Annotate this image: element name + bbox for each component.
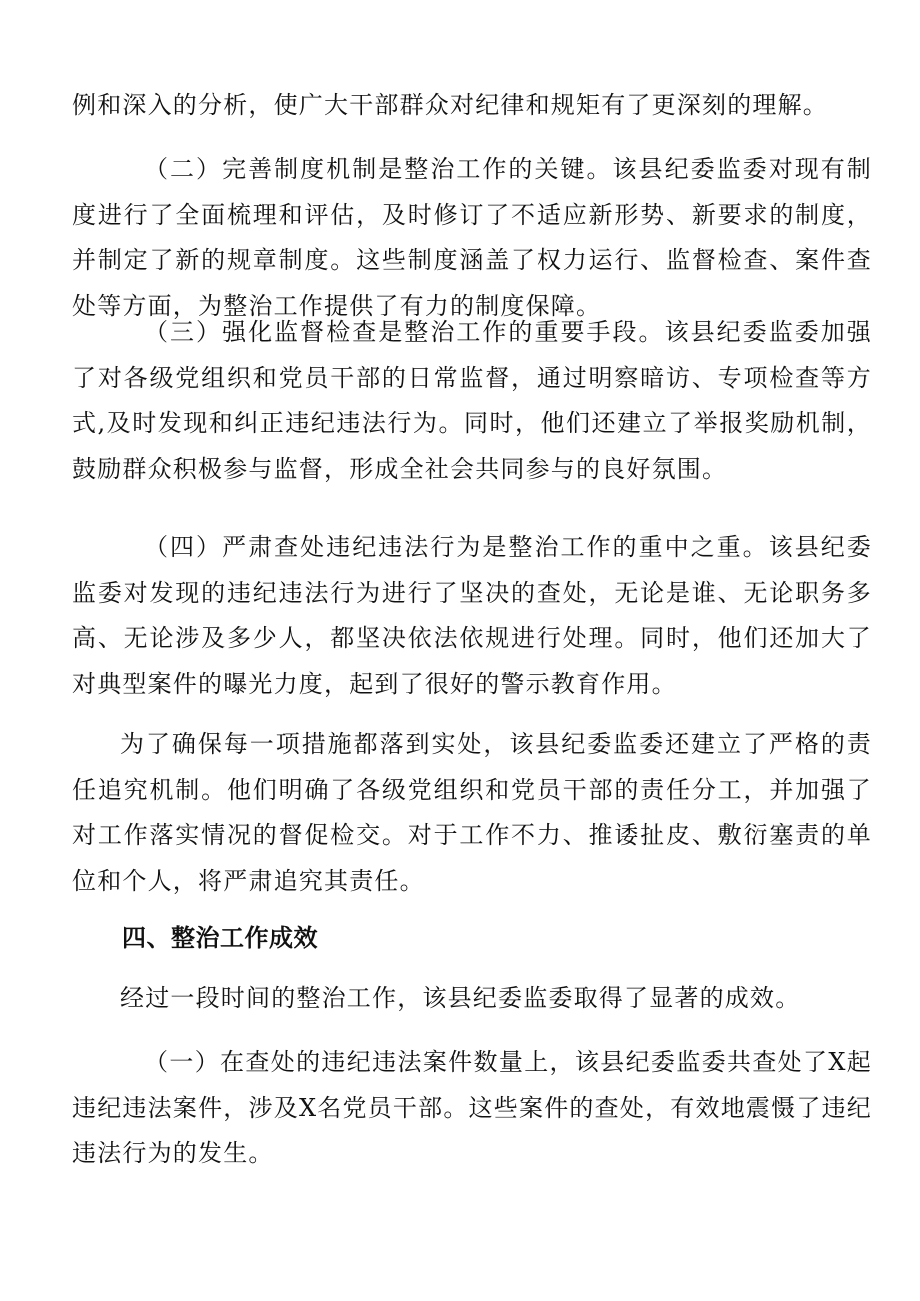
paragraph-continuation: 例和深入的分析，使广大干部群众对纪律和规矩有了更深刻的理解。 (72, 91, 828, 119)
paragraph-result-1: （一）在查处的违纪违法案件数量上，该县纪委监委共查处了X起违纪违法案件，涉及X名党员干部。这些案件的查处，有效地震慑了违纪违法行为的发生。 (72, 1048, 872, 1167)
paragraph-item-4: （四）严肃查处违纪违法行为是整治工作的重中之重。该县纪委监委对发现的违纪违法行为进行了坚决的查处，无论是谁、无论职务多高、无论涉及多少人，都坚决依法依规进行处理。同时，他们还加大了对典型案件的曝光力度，起到了很好的警示教育作用。 (72, 533, 872, 698)
paragraph-accountability: 为了确保每一项措施都落到实处，该县纪委监委还建立了严格的责任追究机制。他们明确了各级党组织和党员干部的责任分工，并加强了对工作落实情况的督促检交。对于工作不力、推诿扯皮、敷衍塞责的单位和个人，将严肃追究其责任。 (72, 730, 872, 895)
paragraph-item-3: （三）强化监督检查是整治工作的重要手段。该县纪委监委加强了对各级党组织和党员干部的日常监督，通过明察暗访、专项检查等方式,及时发现和纠正违纪违法行为。同时，他们还建立了举报奖励机制，鼓励群众积极参与监督，形成全社会共同参与的良好氛围。 (72, 318, 872, 483)
section-heading: 四、整治工作成效 (122, 924, 318, 952)
paragraph-item-2: （二）完善制度机制是整治工作的关键。该县纪委监委对现有制度进行了全面梳理和评估，及时修订了不适应新形势、新要求的制度，并制定了新的规章制度。这些制度涵盖了权力运行、监督检查、案件查处等方面，为整治工作提供了有力的制度保障。 (72, 155, 872, 320)
paragraph-results-intro: 经过一段时间的整治工作，该县纪委监委取得了显著的成效。 (120, 984, 801, 1012)
